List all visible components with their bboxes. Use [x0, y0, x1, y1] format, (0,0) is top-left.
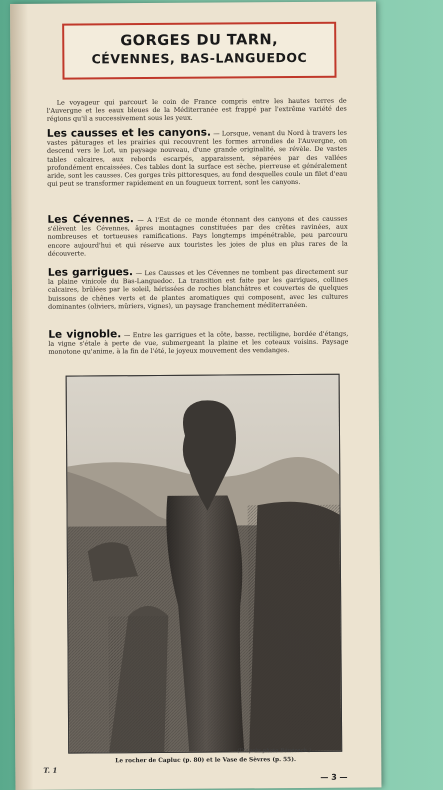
section-body: — A l'Est de ce monde étonnant des canyons et des causses s'élèvent les Cévennes, âpres montagnes constituées par des crêtes ravinées, aux nombreuses et tortueuses ramifications. Pays longtemps impénétrable, peu parcouru encore aujourd'hui et qui réserve aux touristes les joies de plus en plus rares de la découverte. [47, 214, 348, 258]
section-garrigues [48, 267, 348, 311]
photo-rock-capluc [66, 374, 343, 754]
section-heading: Les Cévennes. [47, 213, 134, 226]
section-heading: Le vignoble. [48, 328, 122, 341]
photo-caption: Le rocher de Capluc (p. 80) et le Vase de Sèvres (p. 55). [115, 757, 296, 765]
intro-paragraph: Le voyageur qui parcourt le coin de France compris entre les hautes terres de l'Auvergne et les eaux bleues de la Méditerranée est frappé par l'extrême variété des régions qu'il a successivement sous les yeux. [46, 96, 347, 124]
section-heading: Les garrigues. [47, 266, 134, 279]
section-causses [47, 128, 347, 189]
section-heading: Les causses et les canyons. [46, 126, 211, 140]
section-body: — Entre les garrigues et la côte, basse, rectiligne, bordée d'étangs, la vigne s'étale à perte de vue, submergeant la plaine et les coteaux voisins. Paysage monotone qu'anime, à la fin de l'été, le joyeux mouvement des vendanges. [48, 329, 349, 357]
section-body: — Lorsque, venant du Nord à travers les vastes pâturages et les prairies qui recouvrent les formes arrondies de l'Auvergne, on descend vers le Lot, un paysage nouveau, d'une grande originalité, se révèle. De vastes tables calcaires, aux rebords escarpés, apparaissent, séparées par des vallées profondément encaissées. Ces tables dont la surface est sèche, pierreuse et généralement aride, sont les causses. Ces gorges très pittoresques, au fond desquelles coule un filet d'eau qui peut se transformer rapidement en un fougueux torrent, sont les canyons. [46, 128, 348, 188]
photo-credit: (D'après photo Bénézech.) [237, 747, 311, 755]
title-line-2: CÉVENNES, BAS-LANGUEDOC [91, 49, 308, 67]
page-number: — 3 — [320, 772, 348, 782]
section-body: — Les Causses et les Cévennes ne tombent pas directement sur la plaine vinicole du Bas-Languedoc. La transition est faite par les garrigues, collines calcaires, brûlées par le soleil, hérissées de roches blanchâtres et couvertes de quelques buissons de chênes verts et de plantes aromatiques qui composent, avec les cultures dominantes (oliviers, mûriers, vignes), un paysage franchement méditerranéen. [47, 267, 349, 311]
section-cevennes [47, 214, 347, 258]
guide-page [10, 1, 381, 790]
photo-engraving [67, 375, 342, 753]
page-code: T. 1 [43, 765, 58, 775]
title-box [62, 22, 336, 80]
section-vignoble [48, 329, 348, 357]
title-line-1: GORGES DU TARN, [120, 32, 279, 50]
